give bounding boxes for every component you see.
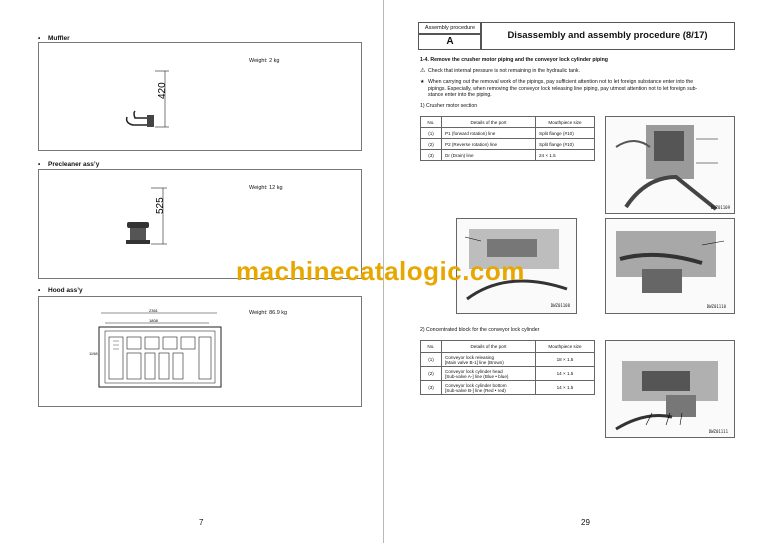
note-line-3: stance enter into the piping. xyxy=(428,92,492,99)
photo-code-2: DWZ01108 xyxy=(550,303,570,308)
row-detail: P2 (Reverse rotation) line xyxy=(442,139,536,150)
col-no: No. xyxy=(421,341,442,353)
row-detail xyxy=(442,367,536,381)
row-detail-line-1: Conveyor lock cylinder bottom xyxy=(445,382,507,388)
row-no: (2) xyxy=(421,367,442,381)
watermark: machinecatalogic.com xyxy=(236,256,525,286)
hood-box xyxy=(38,296,362,407)
header-title-cell xyxy=(480,22,735,50)
table-header-row xyxy=(421,341,595,353)
row-size: Split flange (#10) xyxy=(536,139,595,150)
bullet-icon: • xyxy=(38,161,41,168)
note-line-1: When carrying out the removal work of the pipings, pay sufficient attention not to let foreign substance enter into the xyxy=(428,79,694,85)
warning-triangle-icon: ⚠ xyxy=(420,68,426,74)
row-detail-line-2: [Sub-valve B-] line (Red • red) xyxy=(445,387,506,393)
row-size: Split flange (#10) xyxy=(536,128,595,139)
table-row xyxy=(421,381,595,395)
row-size: 24 × 1.5 xyxy=(536,150,595,161)
row-no: (3) xyxy=(421,381,442,395)
conc-section-caption: 2) Concentrated block for the conveyor lock cylinder xyxy=(420,327,540,333)
row-size: 18 × 1.5 xyxy=(536,353,595,367)
row-detail xyxy=(442,353,536,367)
header-letter-cell xyxy=(418,33,482,50)
col-size: Mouthpiece size xyxy=(536,341,595,353)
warning-text: Check that internal pressure is not remaining in the hydraulic tank. xyxy=(428,68,580,74)
col-details: Details of the port xyxy=(442,117,536,128)
photo-conc-block-image xyxy=(606,341,734,437)
hood-section-title xyxy=(38,287,83,294)
col-no: No. xyxy=(421,117,442,128)
row-no: (2) xyxy=(421,139,442,150)
hood-dim-top: 2361 xyxy=(149,309,158,313)
row-detail-line-2: [Main valve B-1] line (Brown) xyxy=(445,359,504,365)
muffler-weight: Weight: 2 kg xyxy=(249,58,280,64)
photo-code-1: DWZ01109 xyxy=(710,205,730,210)
row-no: (1) xyxy=(421,128,442,139)
precleaner-section-title xyxy=(38,161,99,168)
muffler-box xyxy=(38,42,362,151)
photo-conc-block xyxy=(605,340,735,438)
row-detail-line-1: Conveyor lock cylinder head xyxy=(445,368,503,374)
star-icon: ★ xyxy=(420,79,425,85)
muffler-section-title xyxy=(38,35,70,42)
precleaner-drawing xyxy=(119,184,189,264)
header-small-label: Assembly procedure xyxy=(424,25,476,31)
row-detail-line-1: Conveyor lock releasing xyxy=(445,354,495,360)
photo-piping-right-image xyxy=(606,219,734,313)
row-no: (3) xyxy=(421,150,442,161)
page-title: Disassembly and assembly procedure (8/17) xyxy=(507,30,708,41)
hood-weight: Weight: 86.9 kg xyxy=(249,310,288,316)
hood-dim-side: 1198 xyxy=(89,351,98,356)
photo-crusher-motor xyxy=(605,116,735,214)
muffler-drawing xyxy=(119,63,189,138)
table-row xyxy=(421,128,595,139)
precleaner-dim-label: 525 xyxy=(155,197,166,214)
note-line-2: pipings. Especially, when removing the conveyor lock releasing line piping, pay utmost attention not to let foreign sub- xyxy=(428,85,698,92)
row-no: (1) xyxy=(421,353,442,367)
table-header-row xyxy=(421,117,595,128)
muffler-dim-label: 420 xyxy=(157,82,168,99)
bullet-icon: • xyxy=(38,287,41,294)
precleaner-title-text: Precleaner ass’y xyxy=(48,161,100,168)
hood-drawing xyxy=(89,309,249,399)
crusher-section-caption: 1) Crusher motor section xyxy=(420,103,478,109)
photo-crusher-motor-image xyxy=(606,117,734,213)
precleaner-weight: Weight: 12 kg xyxy=(249,185,283,191)
photo-code-4: DWZ01111 xyxy=(708,429,728,434)
note-block xyxy=(420,79,740,99)
row-size: 14 × 1.5 xyxy=(536,381,595,395)
table-row xyxy=(421,150,595,161)
header-letter: A xyxy=(446,36,454,47)
row-detail-line-2: [Sub-valve A-] line (Blue • blue) xyxy=(445,373,509,379)
row-detail: P1 (forward rotation) line xyxy=(442,128,536,139)
bullet-icon: • xyxy=(38,35,41,42)
row-detail: Dr (Drain) line xyxy=(442,150,536,161)
right-page-number: 29 xyxy=(581,518,590,527)
warning-line xyxy=(420,68,580,75)
left-page-number: 7 xyxy=(199,518,204,527)
col-details: Details of the port xyxy=(442,341,536,353)
col-size: Mouthpiece size xyxy=(536,117,595,128)
hood-title-text: Hood ass’y xyxy=(48,287,83,294)
table-row xyxy=(421,353,595,367)
photo-piping-right xyxy=(605,218,735,314)
row-detail xyxy=(442,381,536,395)
row-size: 14 × 1.5 xyxy=(536,367,595,381)
photo-code-3: DWZ01110 xyxy=(706,304,726,309)
step-title: 1-4. Remove the crusher motor piping and the conveyor lock cylinder piping xyxy=(420,57,608,63)
table-row xyxy=(421,367,595,381)
table-row xyxy=(421,139,595,150)
muffler-title-text: Muffler xyxy=(48,35,70,42)
crusher-port-table xyxy=(420,116,595,161)
hood-dim-mid: 1808 xyxy=(149,318,158,323)
conc-port-table xyxy=(420,340,595,395)
